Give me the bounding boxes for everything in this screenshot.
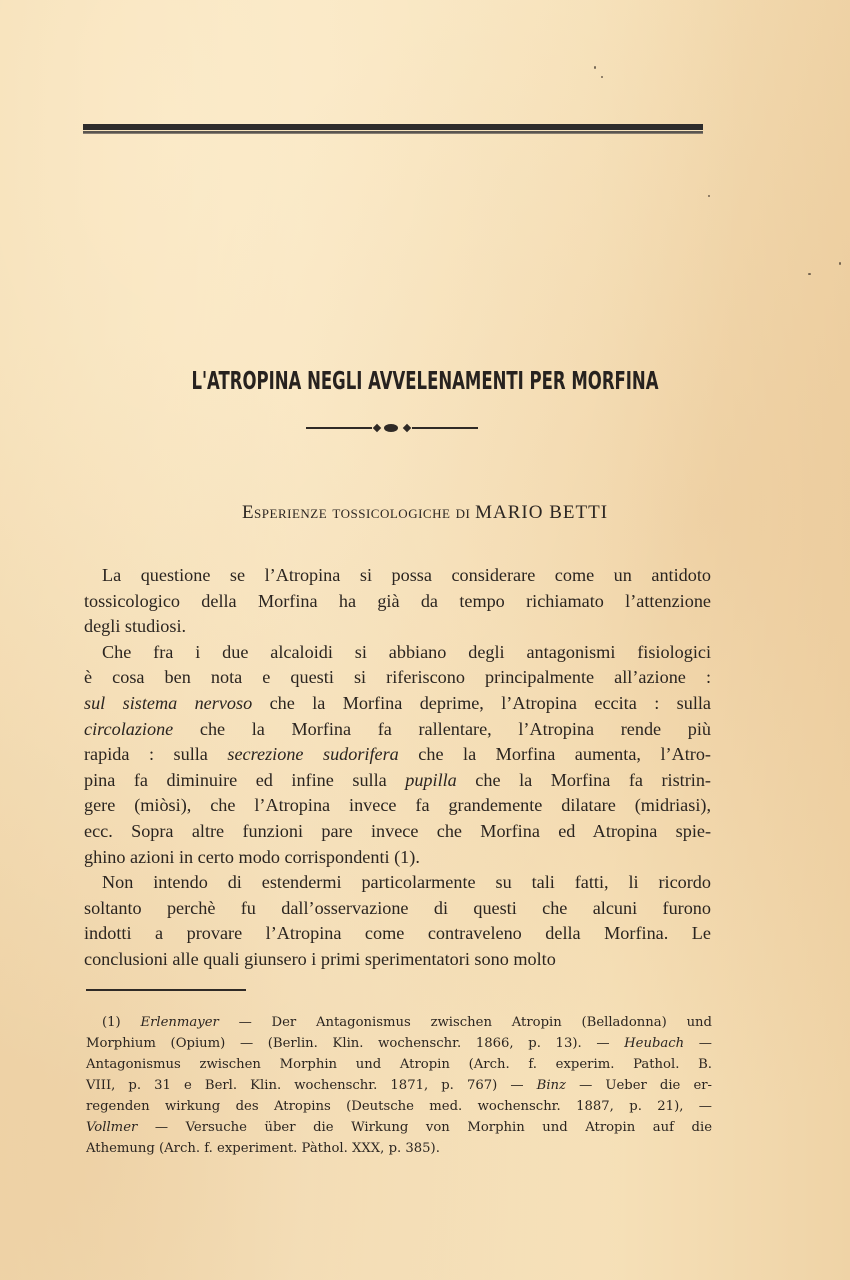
article-subtitle: [0, 502, 850, 524]
text-run: —: [684, 1036, 712, 1051]
italic-text: Erlenmayer: [140, 1015, 219, 1030]
footnote-line: [86, 1096, 712, 1117]
text-run: ecc. Sopra altre funzioni pare invece che Morfina ed Atropina spie-: [84, 820, 711, 841]
footnote-line: [86, 1033, 712, 1054]
body-line: [84, 947, 711, 973]
body-line: [84, 665, 711, 691]
text-run: che la Morfina deprime, l’Atropina eccita : sulla: [252, 692, 711, 713]
italic-text: sul sistema nervoso: [84, 692, 253, 713]
body-line: [84, 589, 711, 615]
text-run: La questione se l’Atropina si possa considerare come un antidoto: [102, 565, 711, 585]
text-run: è cosa ben nota e questi si riferiscono principalmente all’azione :: [84, 667, 711, 688]
body-line: [84, 819, 711, 845]
text-run: degli studiosi.: [84, 616, 187, 637]
text-run: Athemung (Arch. f. experiment. Pàthol. XXX, p. 385).: [86, 1141, 440, 1156]
text-run: indotti a provare l’Atropina come contraveleno della Morfina. Le: [84, 923, 711, 944]
article-title: L'ATROPINA NEGLI AVVELENAMENTI PER MORFINA: [191, 366, 659, 395]
text-run: ghino azioni in certo modo corrispondenti (1).: [84, 846, 420, 867]
italic-text: secrezione sudorifera: [227, 744, 399, 765]
body-line: [84, 793, 711, 819]
subtitle-prefix: Esperienze tossicologiche di: [241, 502, 471, 523]
body-line: [84, 742, 711, 768]
italic-text: Vollmer: [86, 1120, 138, 1135]
text-run: — Ueber die er-: [566, 1078, 713, 1093]
text-run: (1): [102, 1015, 141, 1030]
footnote-line: [86, 1054, 712, 1075]
body-line: [84, 614, 711, 640]
footnote-line: [86, 1075, 712, 1096]
italic-text: Binz: [536, 1078, 566, 1093]
text-run: Antagonismus zwischen Morphin und Atropin (Arch. f. experim. Pathol. B.: [86, 1057, 712, 1072]
text-run: Morphium (Opium) — (Berlin. Klin. wochenschr. 1866, p. 13). —: [86, 1036, 625, 1051]
body-line: [84, 870, 711, 896]
text-run: Che fra i due alcaloidi si abbiano degli antagonismi fisiologici: [102, 641, 711, 662]
text-run: regenden wirkung des Atropins (Deutsche med. wochenschr. 1887, p. 21), —: [86, 1099, 712, 1114]
body-line: [84, 717, 711, 743]
text-run: — Der Antagonismus zwischen Atropin (Belladonna) und: [218, 1015, 712, 1030]
text-run: conclusioni alle quali giunsero i primi sperimentatori sono molto: [84, 948, 556, 969]
header-rule: [83, 124, 703, 131]
italic-text: circolazione: [84, 718, 174, 739]
body-line: [84, 768, 711, 794]
text-run: Non intendo di estendermi particolarmente su tali fatti, li ricordo: [102, 872, 711, 893]
footnote-line: [86, 1012, 712, 1033]
body-text: [84, 563, 711, 973]
title-ornament: [306, 424, 478, 432]
text-run: gere (miòsi), che l’Atropina invece fa grandemente dilatare (midriasi),: [84, 795, 711, 816]
italic-text: pupilla: [405, 769, 457, 790]
footnote-line: [86, 1138, 712, 1159]
body-line: [84, 845, 711, 871]
body-line: [84, 921, 711, 947]
text-run: pina fa diminuire ed infine sulla: [84, 769, 406, 790]
author-name: MARIO BETTI: [475, 502, 609, 523]
body-line: [84, 640, 711, 666]
text-run: soltanto perchè fu dall’osservazione di questi che alcuni furono: [84, 897, 711, 918]
body-line: [84, 691, 711, 717]
italic-text: Heubach: [624, 1036, 685, 1051]
footnote-line: [86, 1117, 712, 1138]
text-run: che la Morfina fa ristrin-: [456, 769, 711, 790]
footnote-rule: [86, 989, 246, 991]
footnote: [86, 1012, 712, 1159]
body-line: [84, 896, 711, 922]
text-run: rapida : sulla: [84, 744, 228, 765]
text-run: — Versuche über die Wirkung von Morphin und Atropin auf die: [137, 1120, 712, 1135]
text-run: tossicologico della Morfina ha già da tempo richiamato l’attenzione: [84, 590, 711, 611]
text-run: che la Morfina aumenta, l’Atro-: [398, 744, 711, 765]
header-rule-thin: [83, 133, 703, 134]
body-line: [84, 563, 711, 589]
text-run: che la Morfina fa rallentare, l’Atropina rende più: [173, 718, 711, 739]
text-run: VIII, p. 31 e Berl. Klin. wochenschr. 1871, p. 767) —: [86, 1078, 537, 1093]
